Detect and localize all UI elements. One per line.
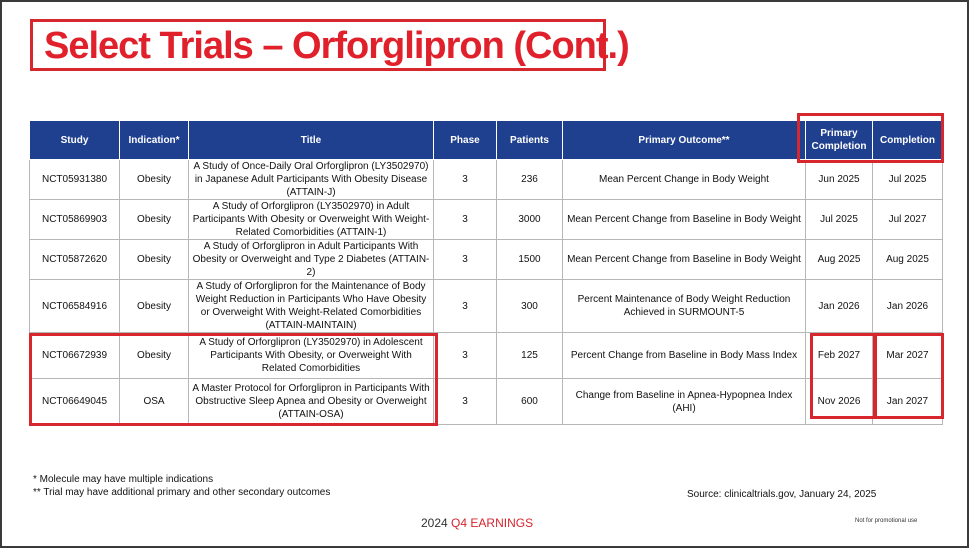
cell-title: A Study of Orforglipron (LY3502970) in Adult Participants With Obesity or Overweight With Weight-Related Comorbidities (ATTAIN-1) — [189, 200, 434, 240]
disclaimer: Not for promotional use — [855, 518, 918, 524]
cell-phase: 3 — [434, 333, 497, 379]
col-header-phase: Phase — [434, 121, 497, 160]
cell-completion: Aug 2025 — [873, 240, 943, 280]
cell-phase: 3 — [434, 280, 497, 333]
col-header-patients: Patients — [497, 121, 563, 160]
cell-patients: 236 — [497, 160, 563, 200]
cell-primary-outcome: Percent Maintenance of Body Weight Reduction Achieved in SURMOUNT-5 — [563, 280, 806, 333]
cell-indication: Obesity — [120, 333, 189, 379]
cell-patients: 600 — [497, 379, 563, 425]
col-header-indication: Indication* — [120, 121, 189, 160]
cell-patients: 3000 — [497, 200, 563, 240]
table-row — [30, 200, 943, 240]
col-header-completion: Completion — [873, 121, 943, 160]
cell-study: NCT05869903 — [30, 200, 120, 240]
cell-primary-completion: Jun 2025 — [806, 160, 873, 200]
cell-primary-outcome: Mean Percent Change in Body Weight — [563, 160, 806, 200]
cell-title: A Study of Orforglipron in Adult Participants With Obesity or Overweight and Type 2 Diabetes (ATTAIN-2) — [189, 240, 434, 280]
table-row — [30, 280, 943, 333]
cell-study: NCT06672939 — [30, 333, 120, 379]
cell-indication: Obesity — [120, 280, 189, 333]
cell-patients: 125 — [497, 333, 563, 379]
cell-primary-completion: Nov 2026 — [806, 379, 873, 425]
table-row — [30, 240, 943, 280]
highlight-completion-cells — [874, 333, 944, 419]
cell-primary-outcome: Change from Baseline in Apnea-Hypopnea Index (AHI) — [563, 379, 806, 425]
cell-study: NCT05931380 — [30, 160, 120, 200]
cell-primary-outcome: Mean Percent Change from Baseline in Body Weight — [563, 240, 806, 280]
cell-title: A Master Protocol for Orforglipron in Participants With Obstructive Sleep Apnea and Obesity or Overweight (ATTAIN-OSA) — [189, 379, 434, 425]
cell-study: NCT06649045 — [30, 379, 120, 425]
cell-phase: 3 — [434, 240, 497, 280]
cell-primary-completion: Jan 2026 — [806, 280, 873, 333]
page-title: Select Trials – Orforglipron (Cont.) — [44, 25, 629, 67]
highlight-new-trials — [29, 333, 438, 426]
cell-completion: Mar 2027 — [873, 333, 943, 379]
cell-patients: 300 — [497, 280, 563, 333]
cell-study: NCT06584916 — [30, 280, 120, 333]
cell-completion: Jul 2027 — [873, 200, 943, 240]
brand-year: 2024 — [421, 516, 448, 530]
cell-title: A Study of Orforglipron (LY3502970) in Adolescent Participants With Obesity, or Overweight With Related Comorbidities — [189, 333, 434, 379]
cell-indication: Obesity — [120, 160, 189, 200]
footnote-outcomes: ** Trial may have additional primary and other secondary outcomes — [33, 487, 331, 498]
cell-primary-completion: Jul 2025 — [806, 200, 873, 240]
col-header-primary-completion-line2: Completion — [811, 141, 867, 152]
cell-completion: Jul 2025 — [873, 160, 943, 200]
footnote-indications: * Molecule may have multiple indications — [33, 474, 214, 485]
cell-phase: 3 — [434, 379, 497, 425]
brand-footer — [421, 516, 533, 530]
cell-completion: Jan 2027 — [873, 379, 943, 425]
highlight-primary-completion-cells — [810, 333, 876, 419]
highlight-completion-header — [797, 113, 944, 163]
cell-study: NCT05872620 — [30, 240, 120, 280]
cell-phase: 3 — [434, 200, 497, 240]
col-header-primary-outcome: Primary Outcome** — [563, 121, 806, 160]
cell-indication: Obesity — [120, 200, 189, 240]
col-header-primary-completion-line1: Primary — [820, 128, 858, 139]
cell-indication: Obesity — [120, 240, 189, 280]
col-header-title: Title — [189, 121, 434, 160]
cell-completion: Jan 2026 — [873, 280, 943, 333]
table-row — [30, 160, 943, 200]
col-header-study: Study — [30, 121, 120, 160]
source-note: Source: clinicaltrials.gov, January 24, 2025 — [687, 489, 877, 500]
cell-title: A Study of Once-Daily Oral Orforglipron (LY3502970) in Japanese Adult Participants With Obesity Disease (ATTAIN-J) — [189, 160, 434, 200]
cell-patients: 1500 — [497, 240, 563, 280]
brand-earnings: Q4 EARNINGS — [451, 516, 534, 530]
cell-indication: OSA — [120, 379, 189, 425]
cell-phase: 3 — [434, 160, 497, 200]
cell-primary-completion: Feb 2027 — [806, 333, 873, 379]
cell-primary-outcome: Percent Change from Baseline in Body Mass Index — [563, 333, 806, 379]
cell-title: A Study of Orforglipron for the Maintenance of Body Weight Reduction in Participants Who Have Obesity or Overweight With Weight-Related Comorbidities (ATTAIN-MAINTAIN) — [189, 280, 434, 333]
cell-primary-outcome: Mean Percent Change from Baseline in Body Weight — [563, 200, 806, 240]
cell-primary-completion: Aug 2025 — [806, 240, 873, 280]
